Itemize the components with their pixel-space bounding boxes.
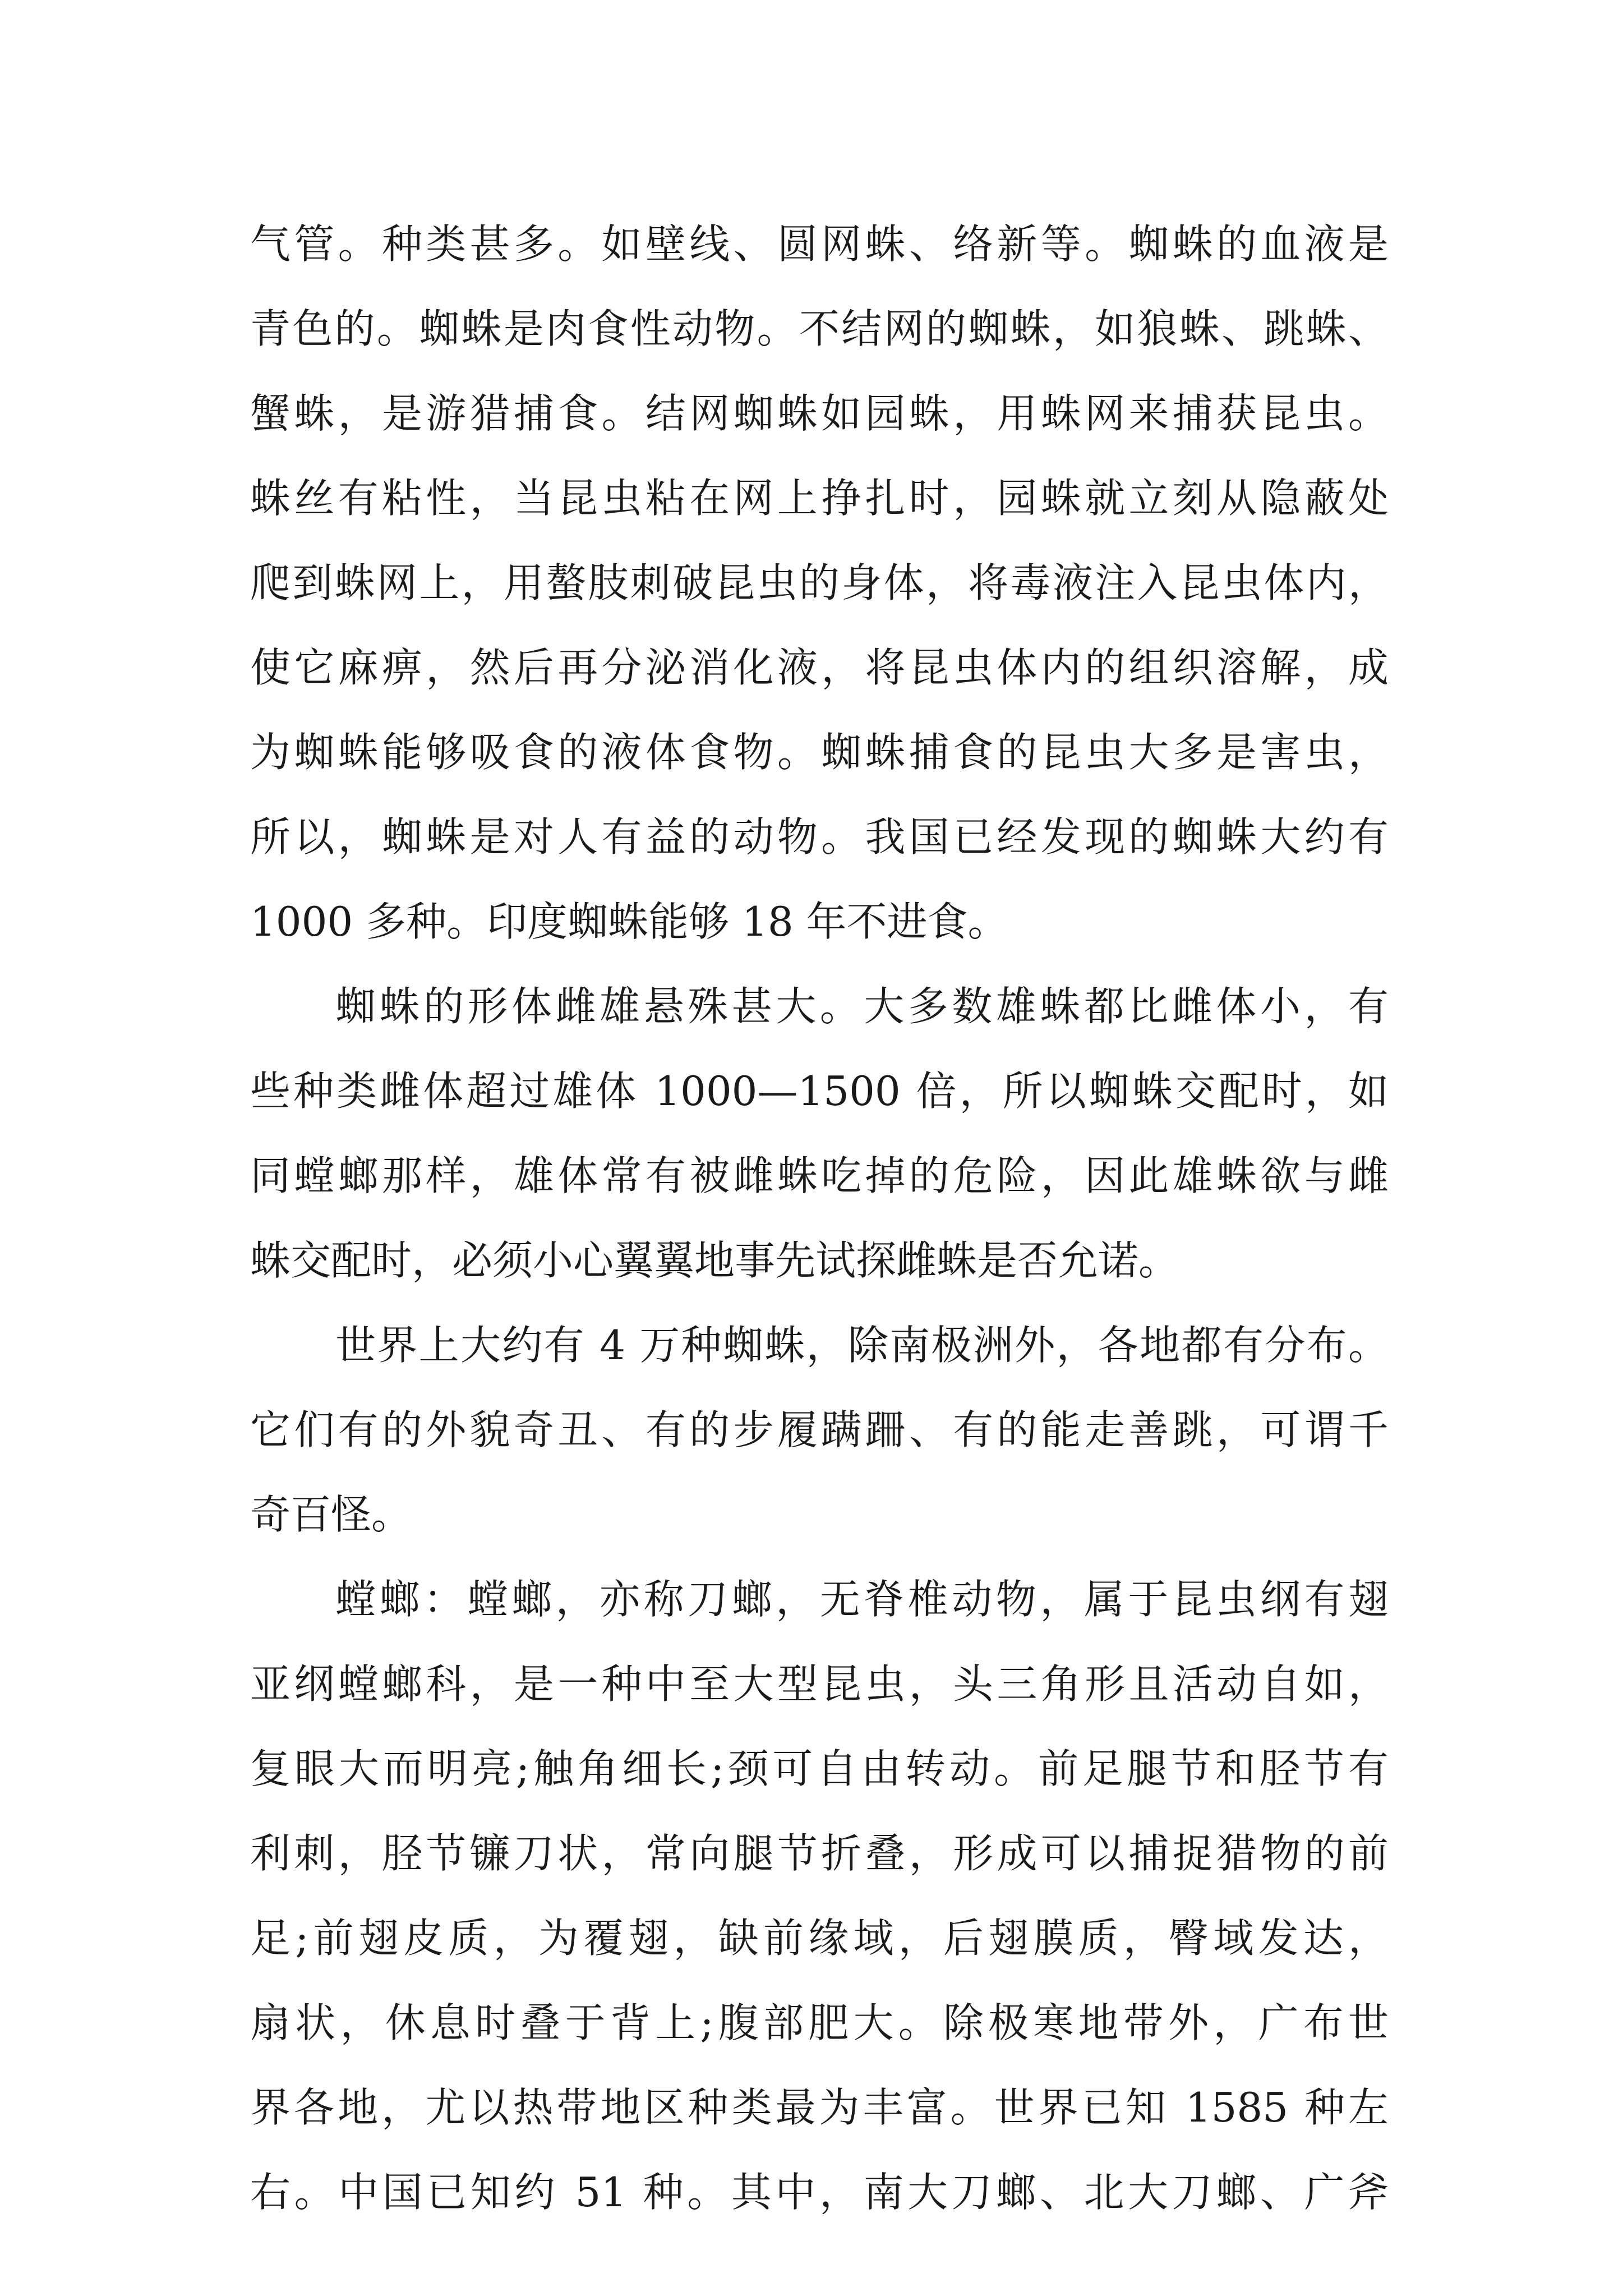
text-line: 蛛交配时，必须小心翼翼地事先试探雌蛛是否允诺。 xyxy=(250,1237,1179,1284)
text-line: 所以，蜘蛛是对人有益的动物。我国已经发现的蜘蛛大约有 xyxy=(250,813,1389,861)
text-line: 同螳螂那样，雄体常有被雌蛛吃掉的危险，因此雄蛛欲与雌 xyxy=(250,1152,1389,1199)
text-line: 爬到蛛网上，用螯肢刺破昆虫的身体，将毒液注入昆虫体内， xyxy=(250,559,1389,606)
body-text xyxy=(250,202,1389,2235)
text-line: 扇状，休息时叠于背上;腹部肥大。除极寒地带外，广布世 xyxy=(250,1999,1389,2046)
text-line: 奇百怪。 xyxy=(250,1491,412,1538)
text-line: 蜘蛛的形体雌雄悬殊甚大。大多数雄蛛都比雌体小，有 xyxy=(335,983,1389,1030)
text-line: 螳螂：螳螂，亦称刀螂，无脊椎动物，属于昆虫纲有翅 xyxy=(335,1576,1389,1623)
text-line: 足;前翅皮质，为覆翅，缺前缘域，后翅膜质，臀域发达， xyxy=(250,1915,1389,1962)
text-line: 为蜘蛛能够吸食的液体食物。蜘蛛捕食的昆虫大多是害虫， xyxy=(250,729,1389,776)
text-line: 蛛丝有粘性，当昆虫粘在网上挣扎时，园蛛就立刻从隐蔽处 xyxy=(250,475,1389,522)
text-line: 蟹蛛，是游猎捕食。结网蜘蛛如园蛛，用蛛网来捕获昆虫。 xyxy=(250,390,1389,437)
text-line: 1000 多种。印度蜘蛛能够 18 年不进食。 xyxy=(250,898,1008,945)
text-line: 使它麻痹，然后再分泌消化液，将昆虫体内的组织溶解，成 xyxy=(250,644,1389,691)
text-line: 界各地，尤以热带地区种类最为丰富。世界已知 1585 种左 xyxy=(250,2084,1389,2131)
text-line: 复眼大而明亮;触角细长;颈可自由转动。前足腿节和胫节有 xyxy=(250,1745,1389,1792)
text-line: 世界上大约有 4 万种蜘蛛，除南极洲外，各地都有分布。 xyxy=(335,1322,1389,1369)
text-line: 亚纲螳螂科，是一种中至大型昆虫，头三角形且活动自如， xyxy=(250,1660,1389,1708)
text-line: 些种类雌体超过雄体 1000—1500 倍，所以蜘蛛交配时，如 xyxy=(250,1068,1389,1115)
text-line: 它们有的外貌奇丑、有的步履蹒跚、有的能走善跳，可谓千 xyxy=(250,1406,1389,1453)
text-line: 右。中国已知约 51 种。其中，南大刀螂、北大刀螂、广斧 xyxy=(250,2169,1389,2216)
text-line: 青色的。蜘蛛是肉食性动物。不结网的蜘蛛，如狼蛛、跳蛛、 xyxy=(250,305,1389,352)
text-line: 气管。种类甚多。如壁线、圆网蛛、络新等。蜘蛛的血液是 xyxy=(250,220,1389,268)
text-line: 利刺，胫节镰刀状，常向腿节折叠，形成可以捕捉猎物的前 xyxy=(250,1830,1389,1877)
